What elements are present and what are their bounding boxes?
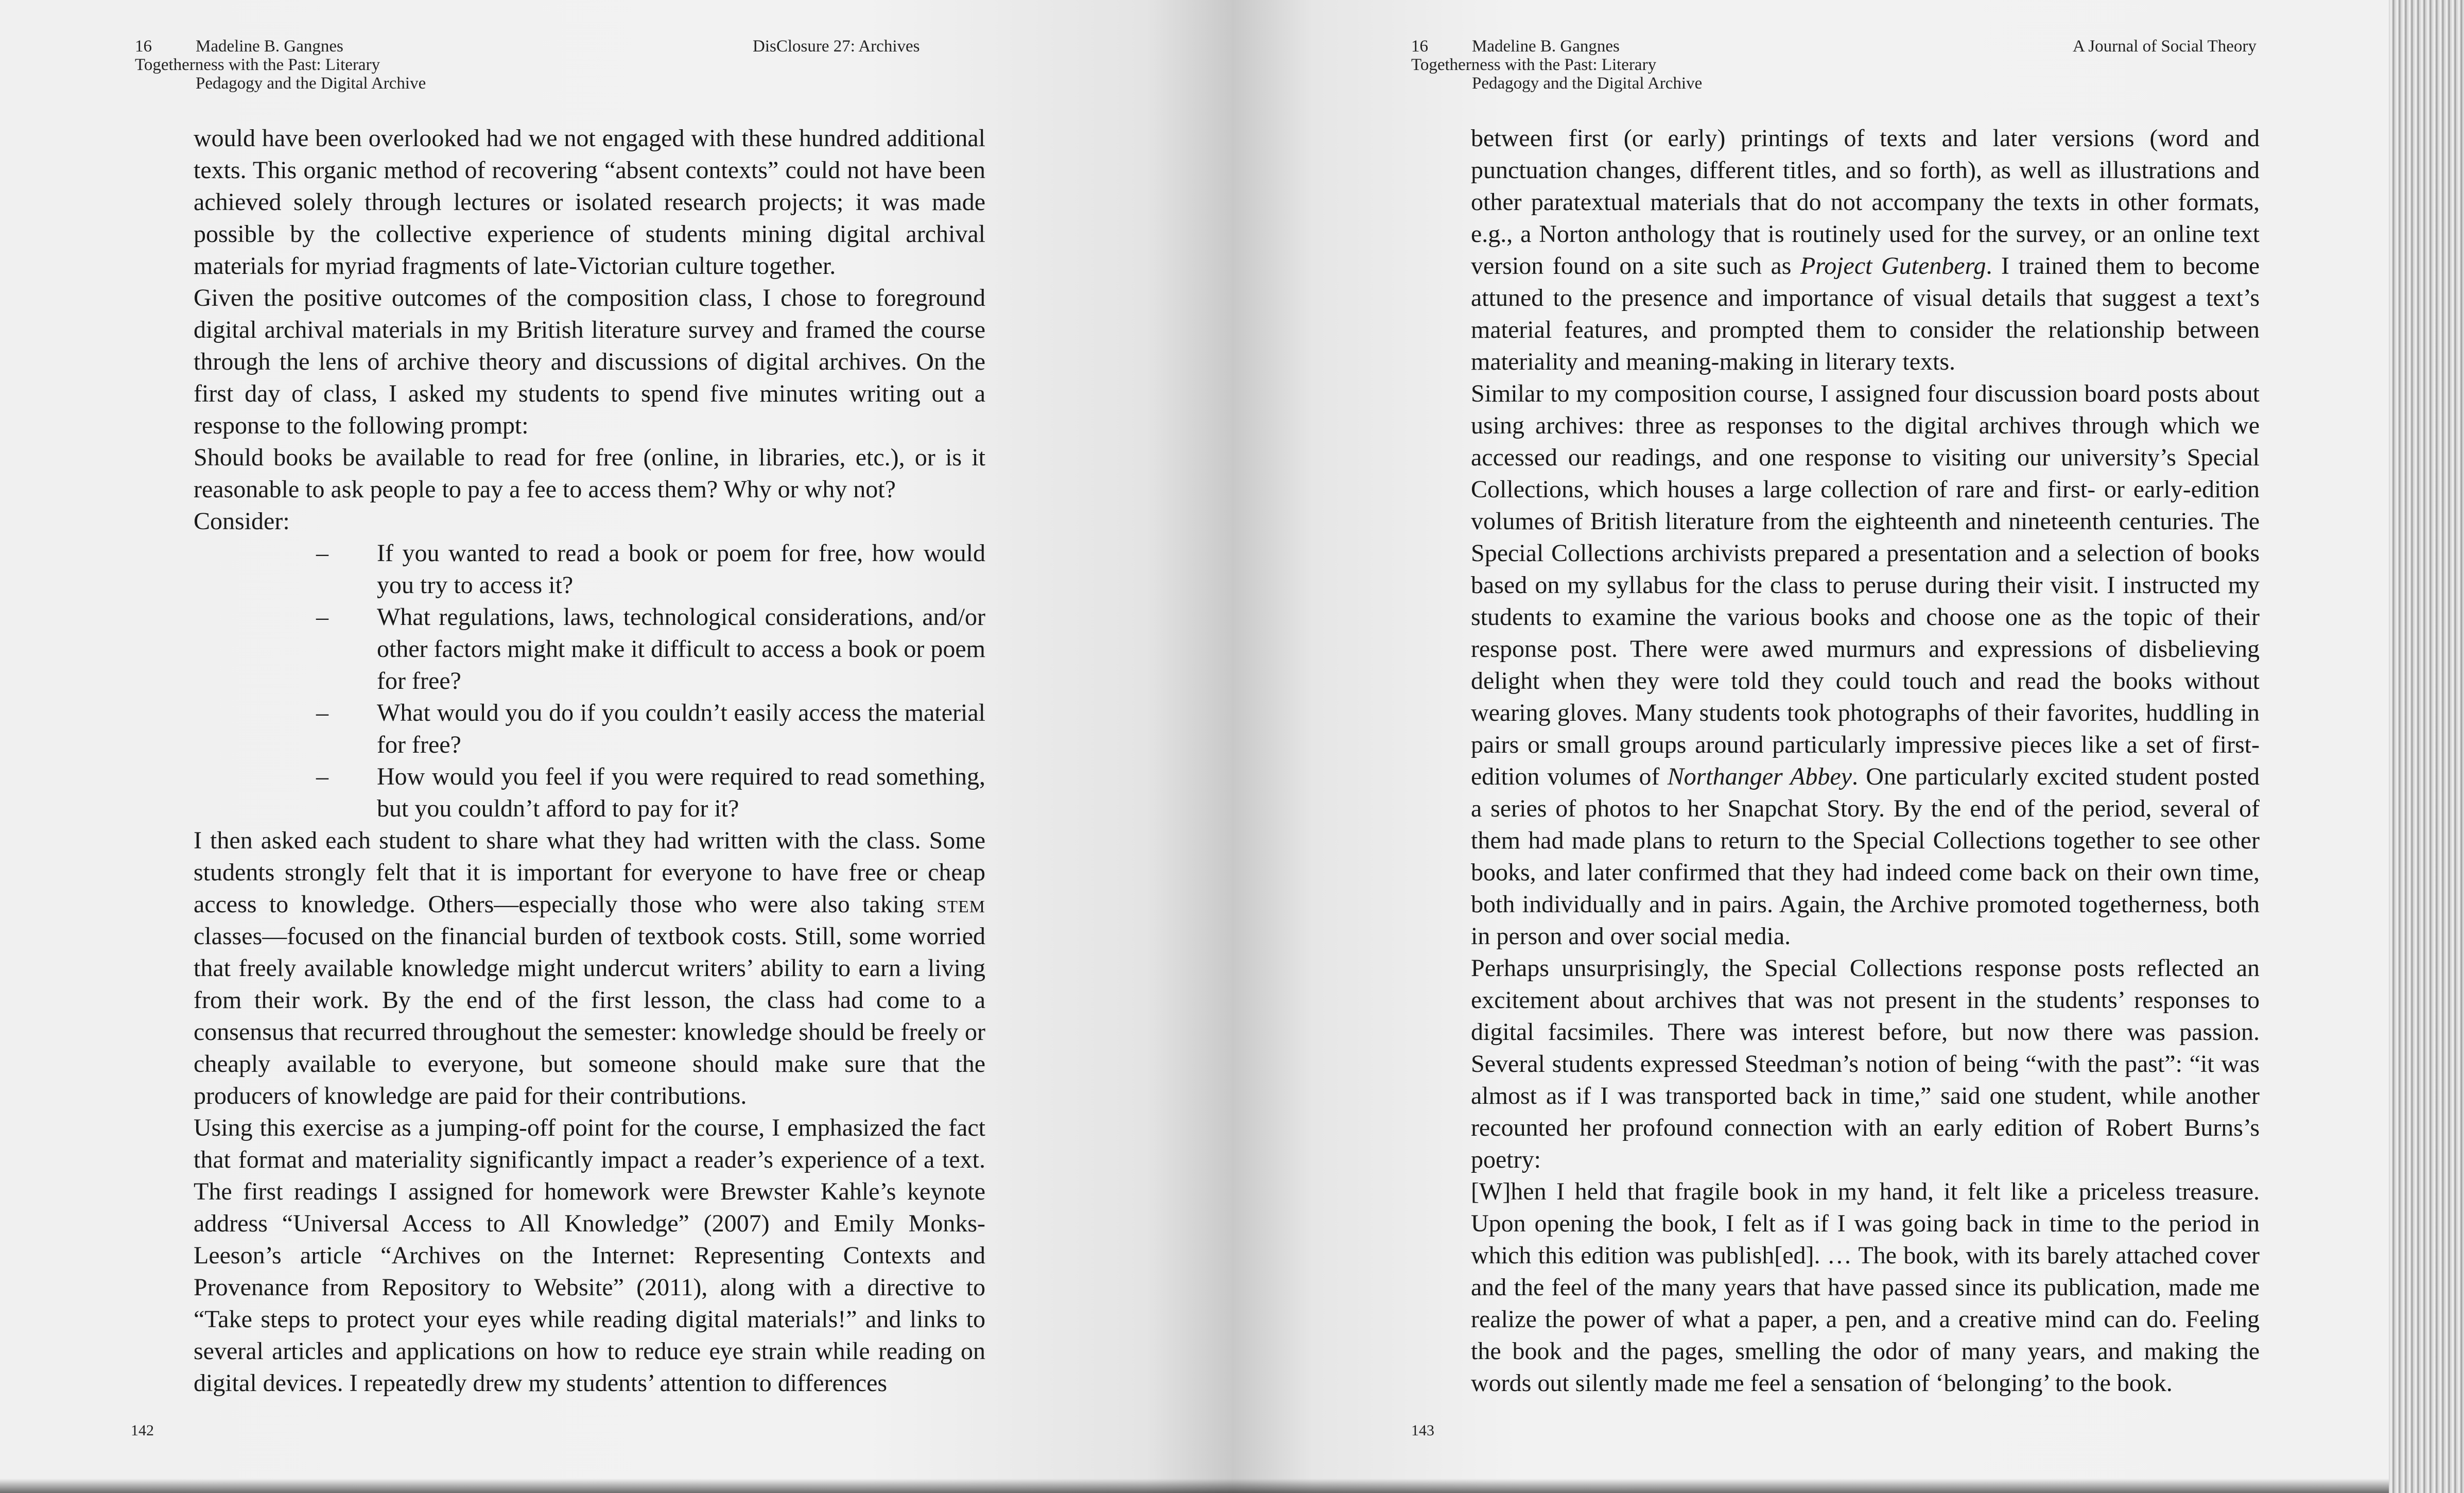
left-header-folio: 16 (135, 37, 152, 56)
right-header-journal: A Journal of Social Theory (2073, 37, 2257, 56)
left-paragraph-4: Using this exercise as a jumping-off point for the course, I emphasized the fact that format and materiality significantly impact a reader’s experience of a text. The first readings I assigned for homework were Brewster Kahle’s keynote address “Universal Access to All Knowledge” (2007) and Emily Monks-Leeson’s article “Archives on the Internet: Representing Contexts and Provenance from Repository to Website” (2011), along with a directive to “Take steps to protect your eyes while reading digital materials!” and links to several articles and applications on how to reduce eye strain while reading on digital devices. I repeatedly drew my students’ attention to differences (194, 1114, 985, 1397)
dash-marker: – (316, 603, 328, 631)
dash-marker: – (316, 540, 328, 567)
right-paragraph-1: between first (or early) printings of texts and later versions (word and punctuation changes, different titles, and so forth), as well as illustrations and other paratextual materials that do not accompany the texts in other formats, e.g., a Norton anthology that is routinely used for the survey, or an online text version found on a site such as Project Gutenberg. I trained them to become attuned to the presence and importance of visual details that suggest a text’s material features, and prompted them to consider the relationship between materiality and meaning-making in literary texts. (1471, 125, 2260, 375)
left-paragraph-3: I then asked each student to share what they had written with the class. Some students strongly felt that it is important for everyone to have free or cheap access to knowledge. Others—especially those who were also taking stem classes—focused on the financial burden of textbook costs. Still, some worried that freely available knowledge might undercut writers’ ability to earn a living from their work. By the end of the first lesson, the class had come to a consensus that recurred throughout the semester: knowledge should be freely or cheaply available to everyone, but someone should make sure that the producers of knowledge are paid for their contributions. (194, 827, 985, 1109)
right-running-head (1411, 37, 1720, 94)
page-edges (2389, 0, 2464, 1493)
left-body-text (194, 123, 985, 1399)
list-item: – How would you feel if you were required to read something, but you couldn’t afford to pay for it? (377, 761, 985, 825)
survey-prompt-quote: Should books be available to read for free (online, in libraries, etc.), or is it reasonable to ask people to pay a fee to access them? Why or why not? (194, 444, 985, 503)
right-page-number: 143 (1411, 1422, 1434, 1439)
left-page-number: 142 (131, 1422, 154, 1439)
left-header-journal: DisClosure 27: Archives (753, 37, 920, 56)
right-body-text (1471, 123, 2260, 1399)
left-header-title-line2: Pedagogy and the Digital Archive (196, 74, 426, 93)
right-header-title-line2: Pedagogy and the Digital Archive (1472, 74, 1703, 93)
list-item: – What would you do if you couldn’t easily access the material for free? (377, 697, 985, 761)
right-header-author: Madeline B. Gangnes (1472, 37, 1620, 56)
right-page (1232, 0, 2389, 1493)
left-header-title-line1: Togetherness with the Past: Literary (135, 56, 380, 74)
left-header-author: Madeline B. Gangnes (196, 37, 343, 56)
student-block-quote: [W]hen I held that fragile book in my hand, it felt like a priceless treasure. Upon opening the book, I felt as if I was going back in time to the period in which this edition was publish[ed]. … The book, with its barely attached cover and the feel of the many years that have passed since its publication, made me realize the power of what a paper, a pen, and a creative mind can do. Feeling the book and the pages, smelling the odor of many years, and making the words out silently made me feel a sensation of ‘belonging’ to the book. (1471, 1178, 2260, 1397)
dash-marker: – (316, 763, 328, 790)
right-paragraph-3: Perhaps unsurprisingly, the Special Collections response posts reflected an excitement about archives that was not present in the students’ responses to digital facsimiles. There was interest before, but now there was passion. Several students expressed Steedman’s notion of being “with the past”: “it was almost as if I was transported back in time,” said one student, while another recounted her profound connection with an early edition of Robert Burns’s poetry: (1471, 954, 2260, 1173)
considerations-list (194, 537, 985, 825)
right-header-folio: 16 (1411, 37, 1428, 56)
left-running-head (135, 37, 444, 94)
stem-small-caps: stem (936, 891, 985, 918)
list-item: – What regulations, laws, technological considerations, and/or other factors might make it difficult to access a book or poem for free? (377, 601, 985, 697)
dash-marker: – (316, 699, 328, 726)
right-header-title-line1: Togetherness with the Past: Literary (1411, 56, 1657, 74)
bottom-shadow (0, 1479, 2389, 1493)
left-paragraph-2: Given the positive outcomes of the composition class, I chose to foreground digital archival materials in my British literature survey and framed the course through the lens of archive theory and discussions of digital archives. On the first day of class, I asked my students to spend five minutes writing out a response to the following prompt: (194, 284, 985, 439)
project-gutenberg-title: Project Gutenberg (1800, 252, 1986, 280)
northanger-abbey-title: Northanger Abbey (1667, 763, 1852, 790)
consider-label: Consider: (194, 508, 290, 535)
right-paragraph-2: Similar to my composition course, I assigned four discussion board posts about using archives: three as responses to the digital archives through which we accessed our readings, and one response to visiting our university’s Special Collections, which houses a large collection of rare and first- or early-edition volumes of British literature from the eighteenth and nineteenth centuries. The Special Collections archivists prepared a presentation and a selection of books based on my syllabus for the class to peruse during their visit. I instructed my students to examine the various books and choose one as the topic of their response post. There were awed murmurs and expressions of disbelieving delight when they were told they could touch and read the books without wearing gloves. Many students took photographs of their favorites, huddling in pairs or small groups around particularly impressive pieces like a set of first-edition volumes of Northanger Abbey. One particularly excited student posted a series of photos to her Snapchat Story. By the end of the period, several of them had made plans to return to the Special Collections together to see other books, and later confirmed that they had indeed come back on their own time, both individually and in pairs. Again, the Archive promoted togetherness, both in person and over social media. (1471, 380, 2260, 950)
list-item: – If you wanted to read a book or poem for free, how would you try to access it? (377, 537, 985, 601)
left-paragraph-1: would have been overlooked had we not engaged with these hundred additional texts. This organic method of recovering “absent contexts” could not have been achieved solely through lectures or isolated research projects; it was made possible by the collective experience of students mining digital archival materials for myriad fragments of late-Victorian culture together. (194, 125, 985, 280)
